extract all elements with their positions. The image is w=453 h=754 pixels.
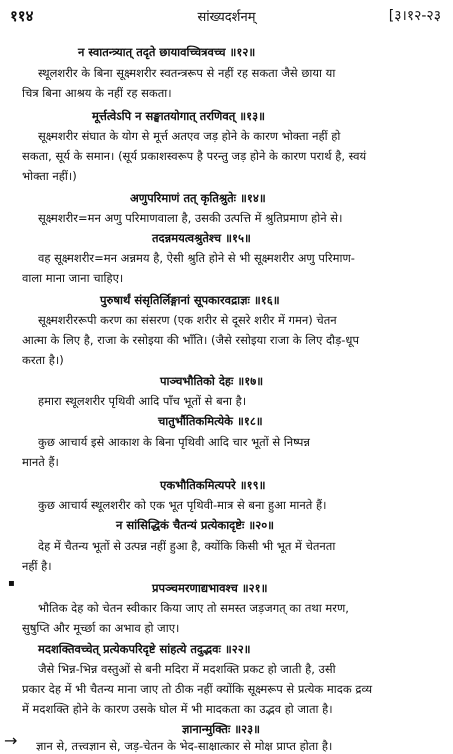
margin-mark: ▪ bbox=[8, 578, 15, 589]
text-line: भोक्ता नहीं।) bbox=[22, 169, 77, 183]
sutra-17: पाञ्चभौतिको देहः ॥१७॥ bbox=[160, 374, 264, 388]
text-line: करता है।) bbox=[22, 353, 64, 367]
text-line: सूक्ष्मशरीर संघात के योग से मूर्त्त अतएव जड़ होने के कारण भोक्ता नहीं हो bbox=[38, 129, 341, 143]
sutra-23: ज्ञानान्मुक्तिः ॥२३॥ bbox=[182, 722, 261, 736]
text-line: में मदशक्ति होने के कारण उसके घोल में भी मादकता का उद्भव हो जाता है। bbox=[22, 702, 333, 716]
text-line: ज्ञान से, तत्त्वज्ञान से, जड़-चेतन के भेद-साक्षात्कार से मोक्ष प्राप्त होता है। bbox=[36, 739, 333, 753]
text-line: मानते हैं। bbox=[22, 455, 59, 469]
text-line: सूक्ष्मशरीररूपी करण का संसरण (एक शरीर से दूसरे शरीर में गमन) चेतन bbox=[38, 313, 337, 327]
verse-range: [३।१२-२३ bbox=[388, 8, 441, 24]
text-line: जैसे भिन्न-भिन्न वस्तुओं से बनी मदिरा में मदशक्ति प्रकट हो जाती है, उसी bbox=[38, 662, 336, 676]
sutra-14: अणुपरिमाणं तत् कृतिश्रुतेः ॥१४॥ bbox=[130, 191, 266, 205]
text-line: आत्मा के लिए है, राजा के रसोइया की भाँति। (जैसे रसोइया राजा के लिए दौड़-धूप bbox=[22, 333, 359, 347]
sutra-22: मदशक्तिवच्चेत् प्रत्येकपरिदृष्टे सांहत्ये तदुद्भवः ॥२२॥ bbox=[38, 642, 251, 656]
page-title: सांख्यदर्शनम् bbox=[197, 10, 256, 25]
text-line: प्रकार देह में भी चैतन्य माना जाए तो ठीक नहीं क्योंकि सूक्ष्मरूप से प्रत्येक मादक द्रव्य bbox=[22, 682, 373, 696]
sutra-13: मूर्त्तत्वेऽपि न सङ्घातयोगात् तरणिवत् ॥१३॥ bbox=[92, 109, 266, 123]
text-line: चित्र बिना आश्रय के नहीं रह सकता। bbox=[22, 86, 172, 100]
sutra-18: चातुर्भौतिकमित्येके ॥१८॥ bbox=[158, 414, 263, 428]
sutra-16: पुरुषार्थं संसृतिर्लिङ्गानां सूपकारवद्राज्ञः ॥१६॥ bbox=[100, 293, 280, 307]
text-line: हमारा स्थूलशरीर पृथिवी आदि पाँच भूतों से बना है। bbox=[38, 394, 247, 408]
text-line: सकता, सूर्य के समान। (सूर्य प्रकाशस्वरूप है परन्तु जड़ होने के कारण परार्थ है, स्वयं bbox=[22, 149, 367, 163]
arrow-icon: → bbox=[4, 731, 18, 750]
sutra-21: प्रपञ्चमरणाद्यभावश्च ॥२१॥ bbox=[152, 581, 268, 595]
text-line: सुषुप्ति और मूर्च्छा का अभाव हो जाए। bbox=[22, 621, 180, 635]
page-header bbox=[0, 4, 453, 28]
sutra-19: एकभौतिकमित्यपरे ॥१९॥ bbox=[160, 478, 266, 492]
sutra-12: न स्वातन्त्र्यात् तदृते छायावच्चित्रवच्च ॥१२॥ bbox=[78, 45, 256, 59]
text-line: नहीं है। bbox=[22, 559, 52, 573]
text-line: भौतिक देह को चेतन स्वीकार किया जाए तो समस्त जड़जगत् का तथा मरण, bbox=[38, 601, 349, 615]
text-line: देह में चैतन्य भूतों से उत्पन्न नहीं हुआ है, क्योंकि किसी भी भूत में चेतनता bbox=[38, 539, 336, 553]
text-line: स्थूलशरीर के बिना सूक्ष्मशरीर स्वतन्त्ररूप से नहीं रह सकता जैसे छाया या bbox=[38, 66, 336, 80]
sutra-20: न सांसिद्धिकं चैतन्यं प्रत्येकादृष्टेः ॥२०॥ bbox=[116, 518, 275, 532]
text-line: कुछ आचार्य स्थूलशरीर को एक भूत पृथिवी-मात्र से बना हुआ मानते हैं। bbox=[38, 498, 327, 512]
text-line: वाला माना जाना चाहिए। bbox=[22, 271, 124, 285]
sutra-15: तदन्नमयत्वश्रुतेश्च ॥१५॥ bbox=[152, 231, 251, 245]
text-line: कुछ आचार्य इसे आकाश के बिना पृथिवी आदि चार भूतों से निष्पन्न bbox=[38, 435, 310, 449]
text-line: वह सूक्ष्मशरीर=मन अन्नमय है, ऐसी श्रुति होने से भी सूक्ष्मशरीर अणु परिमाण- bbox=[38, 251, 355, 265]
page-number: ११४ bbox=[10, 7, 34, 25]
text-line: सूक्ष्मशरीर=मन अणु परिमाणवाला है, उसकी उत्पत्ति में श्रुतिप्रमाण होने से। bbox=[38, 211, 343, 225]
